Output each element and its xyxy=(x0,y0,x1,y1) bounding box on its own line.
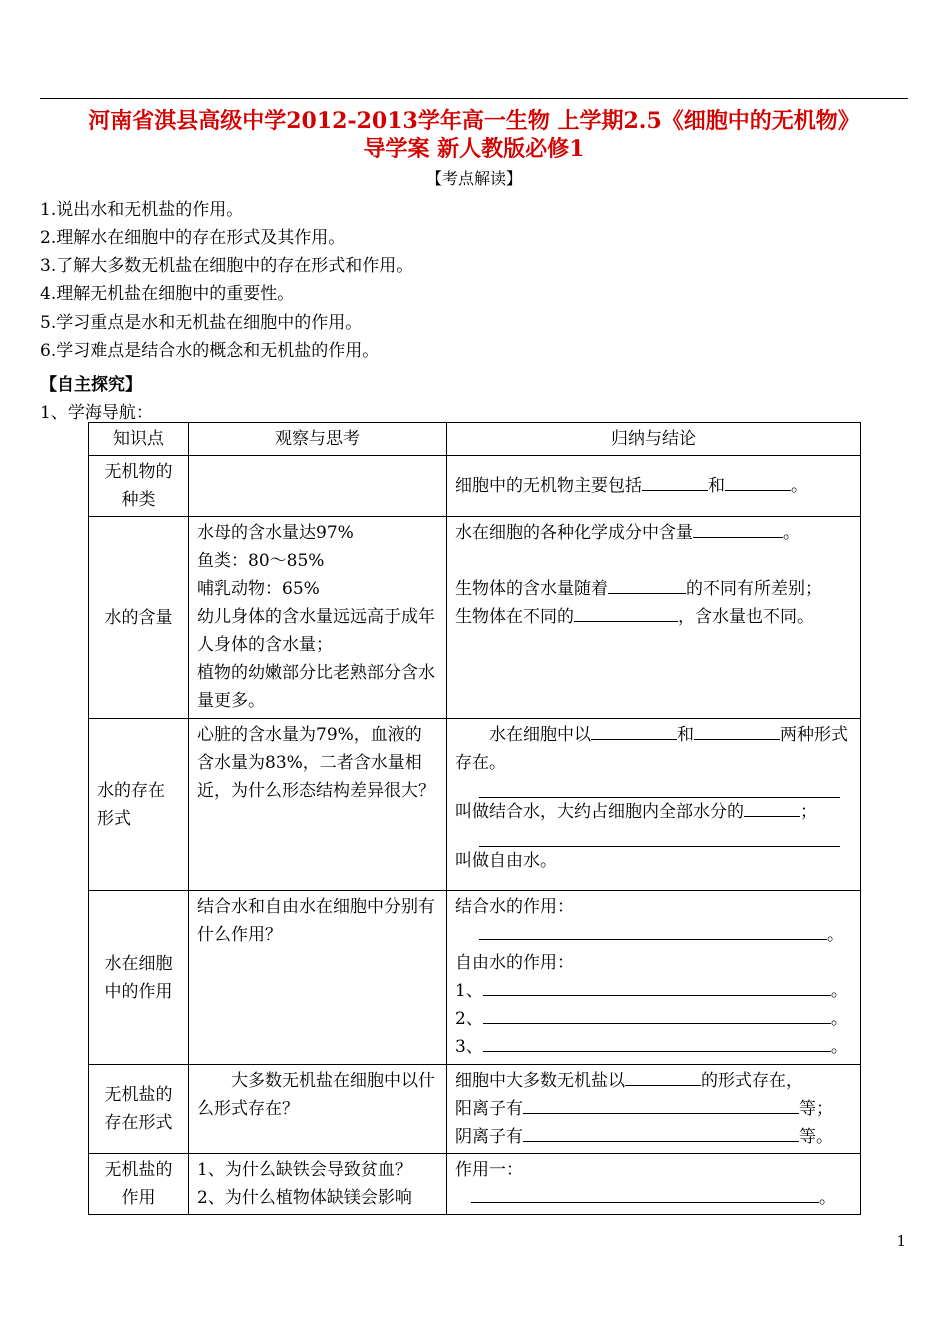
fill-blank[interactable] xyxy=(744,798,800,817)
fill-blank[interactable] xyxy=(725,472,791,491)
fill-blank[interactable] xyxy=(523,1095,799,1114)
observation-cell: 大多数无机盐在细胞中以什么形式存在？ xyxy=(189,1065,447,1154)
fill-blank[interactable] xyxy=(693,519,783,538)
header-conclusion: 归纳与结论 xyxy=(447,423,861,456)
table-row-water-function xyxy=(89,891,861,1065)
observation-cell: 结合水和自由水在细胞中分别有什么作用？ xyxy=(189,891,447,1065)
conclusion-cell: 细胞中大多数无机盐以 的形式存在， 阳离子有 等； 阴离子有 等。 xyxy=(447,1065,861,1154)
fill-blank[interactable] xyxy=(523,1123,799,1142)
fill-line[interactable] xyxy=(471,1184,819,1203)
fill-line[interactable] xyxy=(479,921,827,940)
conclusion-cell: 结合水的作用： 。 自由水的作用： 1、 。 2、 。 3、 。 xyxy=(447,891,861,1065)
fill-blank[interactable] xyxy=(608,575,686,594)
fill-line[interactable] xyxy=(483,977,831,996)
fill-line[interactable] xyxy=(479,826,840,847)
header-observation: 观察与思考 xyxy=(189,423,447,456)
conclusion-cell: 水在细胞的各种化学成分中含量 。 生物体的含水量随着 的不同有所差别； 生物体在不同的 ，含水量也不同。 xyxy=(447,517,861,719)
fill-blank[interactable] xyxy=(591,721,677,740)
fill-blank[interactable] xyxy=(642,472,708,491)
topic-cell: 水的含量 xyxy=(89,517,189,719)
section-title: 【自主探究】 xyxy=(40,375,142,395)
objective-4: 4.理解无机盐在细胞中的重要性。 xyxy=(40,284,295,304)
objective-3: 3.了解大多数无机盐在细胞中的存在形式和作用。 xyxy=(40,256,414,276)
fill-blank[interactable] xyxy=(694,721,780,740)
topic-cell: 水在细胞中的作用 xyxy=(89,891,189,1065)
fill-blank[interactable] xyxy=(625,1067,701,1086)
objective-1: 1.说出水和无机盐的作用。 xyxy=(40,200,244,220)
fill-line[interactable] xyxy=(483,1033,831,1052)
conclusion-cell: 作用一： 。 xyxy=(447,1154,861,1215)
observation-cell xyxy=(189,456,447,517)
table-header-row xyxy=(89,423,861,456)
topic-cell: 无机盐的存在形式 xyxy=(89,1065,189,1154)
observation-cell: 心脏的含水量为79%，血液的含水量为83%，二者含水量相近，为什么形态结构差异很大？ xyxy=(189,719,447,891)
page-number: 1 xyxy=(896,1232,906,1250)
subsection-title: 1、学海导航： xyxy=(40,403,153,423)
document-title-line1: 河南省淇县高级中学2012-2013学年高一生物 上学期2.5《细胞中的无机物》 xyxy=(88,108,860,134)
table-row-inorganic-types xyxy=(89,456,861,517)
top-rule xyxy=(40,98,908,99)
topic-cell: 水的存在形式 xyxy=(89,719,189,891)
objective-5: 5.学习重点是水和无机盐在细胞中的作用。 xyxy=(40,313,363,333)
table-row-salt-forms xyxy=(89,1065,861,1154)
table-row-water-forms xyxy=(89,719,861,891)
document-title-line2: 导学案 新人教版必修1 xyxy=(363,136,585,162)
fill-line[interactable] xyxy=(479,777,840,798)
topic-cell: 无机物的种类 xyxy=(89,456,189,517)
observation-cell: 水母的含水量达97% 鱼类：80～85% 哺乳动物：65% 幼儿身体的含水量远远高于成年人身体的含水量； 植物的幼嫩部分比老熟部分含水量更多。 xyxy=(189,517,447,719)
table-row-salt-function xyxy=(89,1154,861,1215)
subheading-key-points: 【考点解读】 xyxy=(425,169,522,188)
objective-6: 6.学习难点是结合水的概念和无机盐的作用。 xyxy=(40,341,380,361)
observation-cell: 1、为什么缺铁会导致贫血？ 2、为什么植物体缺镁会影响 xyxy=(189,1154,447,1215)
conclusion-cell: 细胞中的无机物主要包括 和 。 xyxy=(447,456,861,517)
conclusion-cell: 水在细胞中以 和 两种形式存在。 叫做结合水，大约占细胞内全部水分的 ； 叫做自由水。 xyxy=(447,719,861,891)
header-topic: 知识点 xyxy=(89,423,189,456)
fill-blank[interactable] xyxy=(574,603,678,622)
fill-line[interactable] xyxy=(483,1005,831,1024)
objective-2: 2.理解水在细胞中的存在形式及其作用。 xyxy=(40,228,346,248)
topic-cell: 无机盐的作用 xyxy=(89,1154,189,1215)
study-guide-table xyxy=(88,422,861,1215)
table-row-water-content xyxy=(89,517,861,719)
